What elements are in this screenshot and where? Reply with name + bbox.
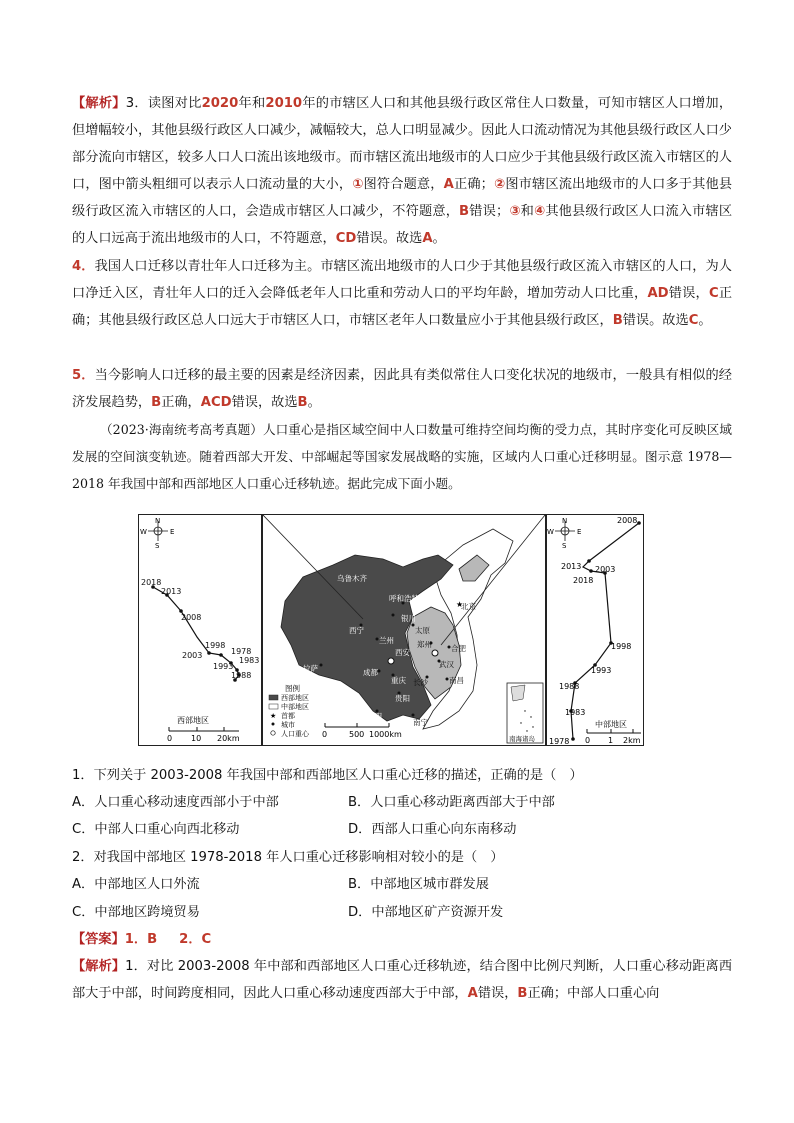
svg-text:N: N (155, 517, 161, 525)
city-label: 南昌 (449, 676, 464, 685)
west-year-label: 1988 (231, 671, 252, 680)
svg-text:20km: 20km (217, 734, 240, 743)
city-label: 重庆 (391, 676, 406, 685)
west-population-center-icon (388, 658, 394, 664)
svg-text:南海诸岛: 南海诸岛 (509, 735, 535, 743)
city-label: 乌鲁木齐 (337, 574, 367, 583)
question-intro-text: 人口重心是指区域空间中人口数量可维持空间均衡的受力点，其时序变化可反映区域发展的空间演变轨迹。随着西部大开发、中部崛起等国家发展战略的实施，区域内人口重心迁移明显。图示意 1978—2018 年我国中部和西部地区人口重心迁移轨迹。据此完成下面小题。 (72, 422, 732, 491)
west-scale-bar (167, 727, 240, 743)
city-label: 兰州 (379, 636, 394, 645)
city-label: 昆明 (367, 712, 382, 721)
city-label: 合肥 (451, 644, 466, 653)
question-2-stem: 2．对我国中部地区 1978-2018 年人口重心迁移影响相对较小的是（ ） (72, 850, 504, 865)
svg-text:E: E (170, 528, 175, 536)
question-2-option-a[interactable]: A．中部地区人口外流 (72, 877, 200, 892)
china-map-panel (262, 514, 546, 746)
analysis-paragraph-5: 5．当今影响人口迁移的最主要的因素是经济因素，因此具有类似常住人口变化状况的地级市，一般具有相似的经济发展趋势，B正确，ACD错误，故选B。 (72, 368, 732, 410)
city-label: 北京 (461, 602, 476, 611)
city-label: 长沙 (413, 678, 428, 687)
central-population-center-icon (432, 650, 438, 656)
svg-text:人口重心: 人口重心 (281, 730, 309, 738)
china-map-svg (263, 515, 545, 745)
svg-text:★: ★ (270, 712, 277, 720)
question-1-option-c[interactable]: C．中部人口重心向西北移动 (72, 822, 240, 837)
map-scale-bar (322, 723, 402, 739)
west-trajectory-svg (139, 515, 261, 745)
city-label: 银川 (401, 614, 416, 623)
svg-text:N: N (562, 517, 568, 525)
svg-text:W: W (547, 528, 554, 536)
svg-text:图例: 图例 (285, 684, 300, 693)
central-year-label: 1998 (611, 642, 632, 651)
question-intro (72, 416, 732, 497)
central-region-panel (546, 514, 644, 746)
south-china-sea-inset (507, 683, 543, 743)
analysis-paragraph-3: 【解析】3．读图对比2020年和2010年的市辖区人口和其他县级行政区常住人口数量，可知市辖区人口增加，但增幅较小，其他县级行政区人口减少，减幅较大，总人口明显减少。因此人口流动情况为其他县级行政区人口少部分流向市辖区，较多人口人口流出该地级市。而市辖区流出地级市的人口应少于其他县级行政区流入市辖区的人口，图中箭头粗细可以表示人口流动量的大小，①图符合题意，A正确；②图市辖区流出地级市的人口多于其他县级行政区流入市辖区的人口，会造成市辖区人口减少，不符题意，B错误；③和④其他县级行政区人口流入市辖区的人口远高于流出地级市的人口，不符题意，CD错误。故选A。 (72, 96, 733, 246)
svg-text:首都: 首都 (281, 712, 295, 720)
central-year-label: 2018 (573, 576, 594, 585)
central-year-label: 2013 (561, 562, 582, 571)
city-label: 成都 (363, 668, 378, 677)
city-label: 西安 (395, 648, 410, 657)
city-label: 西宁 (349, 626, 364, 635)
city-label: 贵阳 (395, 694, 410, 703)
svg-text:中部地区: 中部地区 (281, 703, 309, 711)
central-scale-bar (585, 729, 641, 745)
west-year-label: 1998 (205, 641, 226, 650)
answer-1: 1．B (124, 932, 158, 947)
west-year-label: 1978 (231, 647, 252, 656)
answer-tag: 【答案】 (72, 932, 125, 947)
west-year-label: 2008 (181, 613, 202, 622)
question-source: （2023·海南统考高考真题） (100, 422, 263, 437)
svg-text:2km: 2km (623, 736, 641, 745)
question-1-option-b[interactable]: B．人口重心移动距离西部大于中部 (348, 795, 555, 810)
svg-text:E: E (577, 528, 582, 536)
svg-text:城市: 城市 (281, 721, 295, 729)
west-year-label: 1983 (239, 656, 260, 665)
svg-text:0: 0 (322, 730, 328, 739)
central-year-label: 2008 (617, 516, 638, 525)
central-year-label: 1978 (549, 737, 570, 745)
west-year-label: 1993 (213, 662, 234, 671)
answer-2: 2．C (179, 932, 212, 947)
central-year-label: 2003 (595, 565, 616, 574)
west-year-label: 2003 (182, 651, 203, 660)
central-year-label: 1988 (559, 682, 580, 691)
analysis-tag: 【解析】 (72, 96, 126, 111)
question-1-stem: 1．下列关于 2003-2008 年我国中部和西部地区人口重心迁移的描述，正确的是（ ） (72, 768, 583, 783)
svg-text:1000km: 1000km (369, 730, 402, 739)
analysis-tag: 【解析】 (72, 959, 126, 974)
map-legend (269, 683, 310, 738)
svg-text:10: 10 (191, 734, 202, 743)
population-center-figure (138, 514, 644, 746)
svg-text:1: 1 (608, 736, 614, 745)
answer-line (72, 930, 211, 950)
svg-text:500: 500 (349, 730, 365, 739)
central-year-label: 1993 (591, 666, 612, 675)
central-trajectory-svg (547, 515, 643, 745)
svg-text:S: S (562, 542, 567, 550)
city-label: 太原 (415, 626, 430, 635)
central-panel-label: 中部地区 (595, 720, 627, 729)
svg-text:S: S (155, 542, 160, 550)
city-label: 拉萨 (303, 664, 318, 673)
city-label: 南宁 (413, 718, 428, 727)
central-trajectory-line (571, 523, 639, 739)
svg-text:W: W (140, 528, 147, 536)
svg-text:0: 0 (167, 734, 173, 743)
city-label: 郑州 (417, 640, 432, 649)
question-2-option-b[interactable]: B．中部地区城市群发展 (348, 877, 489, 892)
svg-text:0: 0 (585, 736, 591, 745)
question-1-option-a[interactable]: A．人口重心移动速度西部小于中部 (72, 795, 279, 810)
compass-icon (140, 517, 174, 550)
west-panel-label: 西部地区 (177, 716, 209, 725)
west-year-label: 2013 (161, 587, 182, 596)
svg-text:西部地区: 西部地区 (281, 694, 309, 702)
west-year-label: 2018 (141, 578, 162, 587)
city-label: 武汉 (439, 660, 454, 669)
city-label: 呼和浩特 (389, 594, 419, 603)
question-2-option-d[interactable]: D．中部地区矿产资源开发 (348, 905, 504, 920)
west-region-panel (138, 514, 262, 746)
analysis-paragraph-4: 4．我国人口迁移以青壮年人口迁移为主。市辖区流出地级市的人口少于其他县级行政区流入市辖区的人口，为人口净迁入区，青壮年人口的迁入会降低老年人口比重和劳动人口的平均年龄，增加劳动人口比重，AD错误，C正确；其他县级行政区总人口远大于市辖区人口，市辖区老年人口数量应小于其他县级行政区，B错误。故选C。 (72, 259, 733, 328)
compass-icon (547, 517, 581, 550)
central-year-label: 1983 (565, 708, 586, 717)
question-2-option-c[interactable]: C．中部地区跨境贸易 (72, 905, 200, 920)
question-1-option-d[interactable]: D．西部人口重心向东南移动 (348, 822, 517, 837)
capital-marker-icon: ★ (456, 600, 464, 609)
analysis-paragraph-q1: 【解析】1．对比 2003-2008 年中部和西部地区人口重心迁移轨迹，结合图中比例尺判断，人口重心移动距离西部大于中部，时间跨度相同，因此人口重心移动速度西部大于中部，A错误，B正确；中部人口重心向 (72, 959, 733, 1001)
